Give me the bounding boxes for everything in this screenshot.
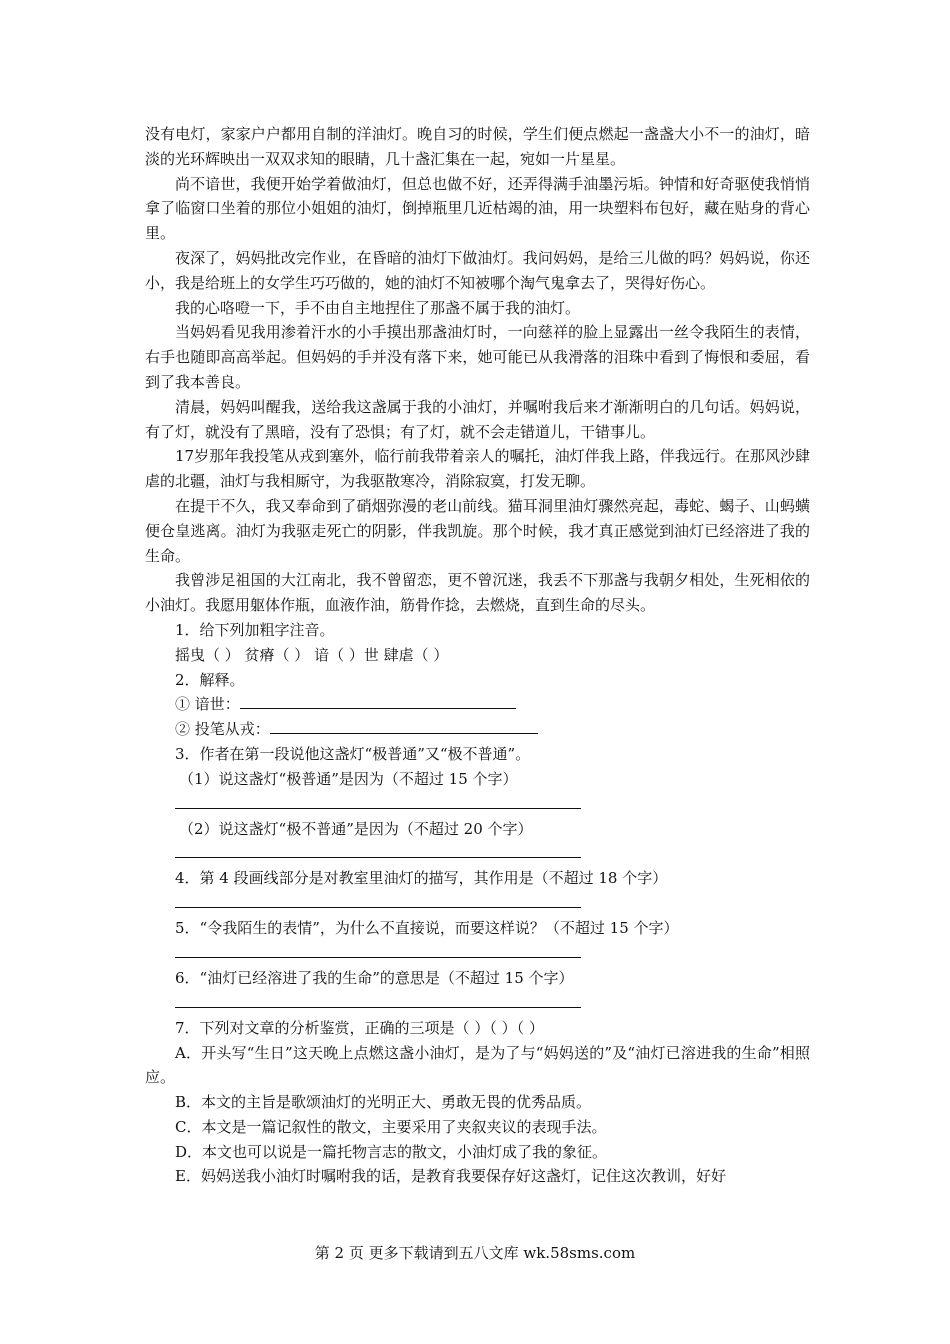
paragraph-7: 17岁那年我投笔从戎到塞外，临行前我带着亲人的嘱托，油灯伴我上路，伴我远行。在那风沙肆虐的北疆，油灯与我相厮守，为我驱散寒冷，消除寂寞，打发无聊。: [145, 447, 810, 491]
question-7-option-d: D．本文也可以说是一篇托物言志的散文，小油灯成了我的象征。: [175, 1142, 608, 1161]
answer-blank: [270, 718, 538, 734]
answer-line-4: [145, 891, 810, 916]
answer-blank: [175, 992, 581, 1008]
question-2a-label: ① 谙世：: [175, 695, 240, 714]
question-3: 3．作者在第一段说他这盏灯“极普通”又“极不普通”。: [175, 744, 531, 763]
page-footer: 第 2 页 更多下载请到五八文库 wk.58sms.com: [314, 1244, 636, 1262]
question-1-items: 摇曳（ ） 贫瘠（ ） 谙（ ）世 肆虐（ ）: [175, 645, 449, 664]
answer-blank: [240, 693, 516, 709]
question-2: 2．解释。: [175, 670, 245, 689]
answer-blank: [175, 892, 581, 908]
answer-blank: [175, 793, 581, 809]
question-5: 5．“令我陌生的表情”，为什么不直接说，而要这样说？（不超过 15 个字）: [175, 919, 679, 938]
question-7-option-a: A．开头写“生日”这天晚上点燃这盏小油灯，是为了与“妈妈送的”及“油灯已溶进我的生命”相照应。: [145, 1043, 810, 1087]
paragraph-2: 尚不谙世，我便开始学着做油灯，但总也做不好，还弄得满手油墨污垢。钟情和好奇驱使我悄悄拿了临窗口坐着的那位小姐姐的油灯，倒掉瓶里几近枯竭的油，用一块塑料布包好，藏在贴身的背心里。: [145, 174, 810, 243]
question-3-part-1: （1）说这盏灯“极普通”是因为（不超过 15 个字）: [179, 769, 518, 788]
paragraph-1: 没有电灯，家家户户都用自制的洋油灯。晚自习的时候，学生们便点燃起一盏盏大小不一的油灯，暗淡的光环辉映出一双双求知的眼睛，几十盏汇集在一起，宛如一片星星。: [145, 125, 810, 168]
question-4: 4．第 4 段画线部分是对教室里油灯的描写，其作用是（不超过 18 个字）: [175, 869, 668, 888]
question-7-option-e: E．妈妈送我小油灯时嘱咐我的话，是教育我要保存好这盏灯，记住这次教训，好好: [175, 1167, 726, 1186]
answer-blank: [175, 942, 581, 958]
answer-line-3-1: [145, 792, 810, 817]
question-7-option-c: C．本文是一篇记叙性的散文，主要采用了夹叙夹议的表现手法。: [175, 1117, 607, 1136]
question-2b-line: [145, 717, 810, 742]
answer-blank: [175, 842, 581, 858]
paragraph-9: 我曾涉足祖国的大江南北，我不曾留恋，更不曾沉迷，我丢不下那盏与我朝夕相处，生死相依的小油灯。我愿用躯体作瓶，血液作油，筋骨作捻，去燃烧，直到生命的尽头。: [145, 571, 810, 615]
question-2a-line: [145, 692, 810, 717]
paragraph-3: 夜深了，妈妈批改完作业，在昏暗的油灯下做油灯。我问妈妈，是给三儿做的吗？妈妈说，你还小，我是给班上的女学生巧巧做的，她的油灯不知被哪个淘气鬼拿去了，哭得好伤心。: [145, 248, 810, 292]
question-2b-label: ② 投笔从戎：: [175, 720, 270, 739]
answer-line-6: [145, 991, 810, 1016]
question-3-part-2: （2）说这盏灯“极不普通”是因为（不超过 20 个字）: [179, 819, 533, 838]
question-7-option-b: B．本文的主旨是歌颂油灯的光明正大、勇敢无畏的优秀品质。: [175, 1093, 592, 1112]
answer-line-5: [145, 941, 810, 966]
document-body: [145, 122, 810, 1189]
paragraph-4: 我的心咯噔一下，手不由自主地捏住了那盏不属于我的油灯。: [175, 298, 581, 317]
question-7: 7．下列对文章的分析鉴赏，正确的三项是（ ）（ ）（ ）: [175, 1018, 544, 1037]
answer-line-3-2: [145, 841, 810, 866]
paragraph-5: 当妈妈看见我用渗着汗水的小手摸出那盏油灯时，一向慈祥的脸上显露出一丝令我陌生的表情，右手也随即高高举起。但妈妈的手并没有落下来，她可能已从我滑落的泪珠中看到了悔恨和委屈，看到了我本善良。: [145, 323, 810, 391]
paragraph-6: 清晨，妈妈叫醒我，送给我这盏属于我的小油灯，并嘱咐我后来才渐渐明白的几句话。妈妈说，有了灯，就没有了黑暗，没有了恐惧；有了灯，就不会走错道儿，干错事儿。: [145, 397, 810, 441]
paragraph-8: 在提干不久，我又奉命到了硝烟弥漫的老山前线。猫耳洞里油灯骤然亮起，毒蛇、蝎子、山蚂蟥便仓皇逃离。油灯为我驱走死亡的阴影，伴我凯旋。那个时候，我才真正感觉到油灯已经溶进了我的生命。: [145, 496, 810, 565]
question-1: 1．给下列加粗字注音。: [175, 620, 335, 639]
question-6: 6．“油灯已经溶进了我的生命”的意思是（不超过 15 个字）: [175, 968, 574, 987]
